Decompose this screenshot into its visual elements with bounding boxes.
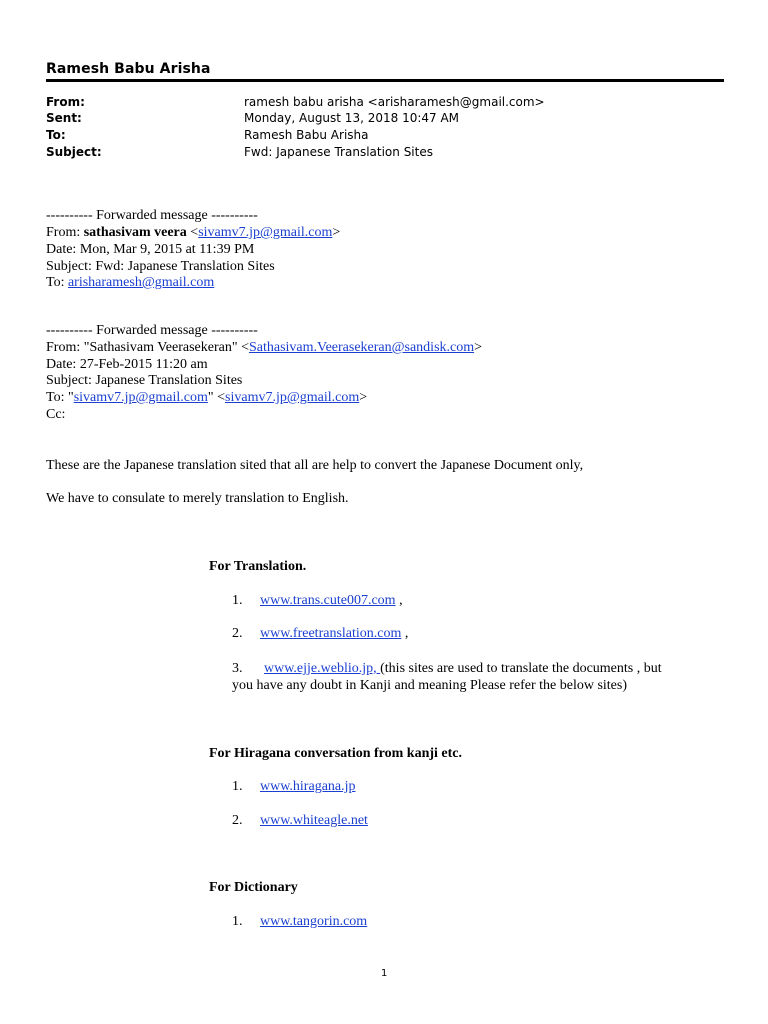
- hiragana-heading: For Hiragana conversation from kanji etc.: [209, 746, 463, 761]
- from-prefix: From:: [46, 225, 84, 240]
- item-number: 1.: [232, 914, 243, 929]
- list-item: [232, 593, 403, 609]
- forward-to: [46, 275, 214, 291]
- item-number: 1.: [232, 593, 243, 608]
- item-number: 2.: [232, 813, 243, 828]
- item-number: 3.: [232, 661, 243, 676]
- translation-heading: For Translation.: [209, 559, 307, 574]
- forward-cc: Cc:: [46, 407, 66, 422]
- dictionary-heading: For Dictionary: [209, 880, 298, 895]
- forward-to: To: "sivamv7.jp@gmail.com" <sivamv7.jp@gmail.com>: [46, 390, 368, 405]
- from-email-link[interactable]: sivamv7.jp@gmail.com: [198, 225, 333, 240]
- item-continuation: you have any doubt in Kanji and meaning Please refer the below sites): [232, 678, 627, 693]
- to-prefix: To: ": [46, 390, 74, 405]
- forward-subject: Subject: Fwd: Japanese Translation Sites: [46, 259, 275, 274]
- site-link[interactable]: www.whiteagle.net: [260, 813, 368, 828]
- body-paragraph-1: These are the Japanese translation sited that all are help to convert the Japanese Document only,: [46, 458, 584, 473]
- forward-subject: Subject: Japanese Translation Sites: [46, 373, 243, 388]
- body-paragraph-2: We have to consulate to merely translation to English.: [46, 491, 349, 506]
- forward-date: Date: 27-Feb-2015 11:20 am: [46, 357, 208, 372]
- site-link[interactable]: www.ejje.weblio.jp,: [264, 661, 381, 676]
- list-item: [232, 626, 408, 642]
- header-rule: [46, 79, 724, 82]
- to-mid: " <: [207, 390, 226, 405]
- to-value: Ramesh Babu Arisha: [244, 128, 369, 142]
- list-item: [232, 914, 367, 930]
- list-item: [232, 661, 662, 677]
- page-number: 1: [381, 968, 388, 979]
- item-suffix: ,: [401, 626, 409, 641]
- to-label: To:: [46, 128, 66, 142]
- item-suffix: (this sites are used to translate the documents , but: [380, 661, 662, 676]
- item-number: 2.: [232, 626, 243, 641]
- from-value: ramesh babu arisha <arisharamesh@gmail.com>: [244, 95, 545, 109]
- forward-from: From: sathasivam veera <sivamv7.jp@gmail.com>: [46, 225, 341, 240]
- sent-label: Sent:: [46, 111, 82, 125]
- site-link[interactable]: www.hiragana.jp: [260, 779, 356, 794]
- to-prefix: To:: [46, 275, 68, 290]
- to-email-link[interactable]: arisharamesh@gmail.com: [67, 275, 215, 290]
- list-item: [232, 779, 356, 795]
- to-email-link-1[interactable]: sivamv7.jp@gmail.com: [73, 390, 208, 405]
- item-number: 1.: [232, 779, 243, 794]
- site-link[interactable]: www.trans.cute007.com: [260, 593, 396, 608]
- forward-date: Date: Mon, Mar 9, 2015 at 11:39 PM: [46, 242, 255, 257]
- from-prefix: From: "Sathasivam Veerasekeran" <: [46, 340, 249, 355]
- to-email-link-2[interactable]: sivamv7.jp@gmail.com: [225, 390, 360, 405]
- from-name: sathasivam veera: [83, 225, 187, 240]
- sender-name: Ramesh Babu Arisha: [46, 61, 211, 77]
- forward-separator: ---------- Forwarded message ----------: [46, 323, 258, 338]
- from-email-link[interactable]: Sathasivam.Veerasekeran@sandisk.com: [248, 340, 475, 355]
- forward-separator: ---------- Forwarded message ----------: [46, 208, 258, 223]
- site-link[interactable]: www.freetranslation.com: [260, 626, 402, 641]
- item-suffix: ,: [395, 593, 403, 608]
- subject-label: Subject:: [46, 145, 102, 159]
- site-link[interactable]: www.tangorin.com: [260, 914, 368, 929]
- list-item: [232, 813, 368, 829]
- sent-value: Monday, August 13, 2018 10:47 AM: [244, 111, 460, 125]
- from-label: From:: [46, 95, 85, 109]
- subject-value: Fwd: Japanese Translation Sites: [244, 145, 433, 159]
- forward-from: From: "Sathasivam Veerasekeran" <Sathasivam.Veerasekeran@sandisk.com>: [46, 340, 483, 355]
